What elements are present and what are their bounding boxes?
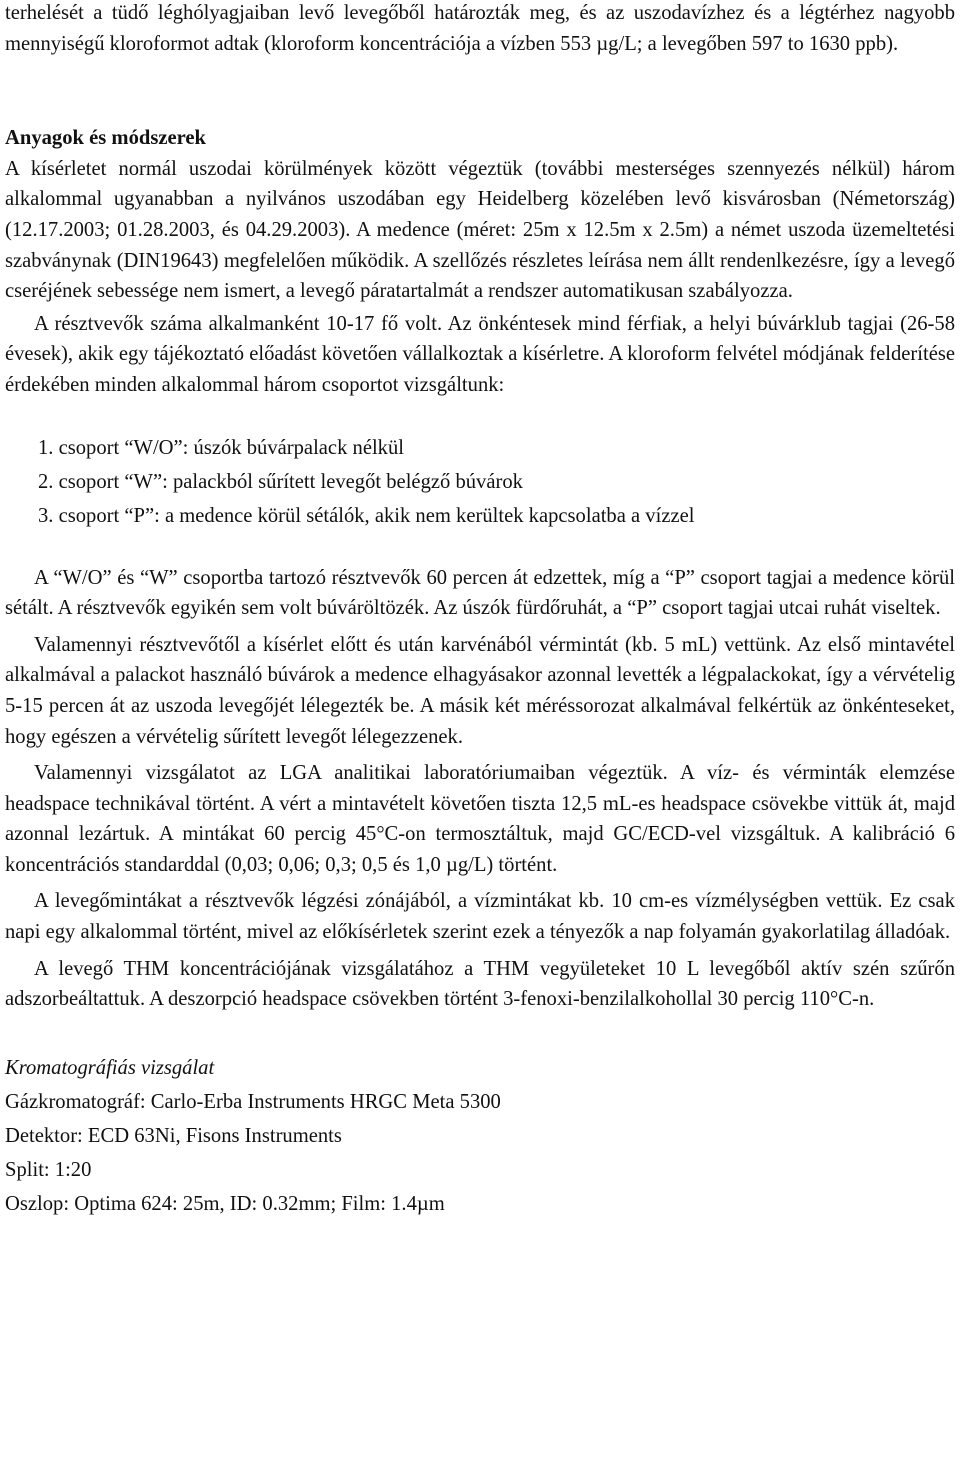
list-item: 2. csoport “W”: palackból sűrített levegőt belégző búvárok (38, 470, 523, 493)
section-title: Anyagok és módszerek (5, 127, 206, 150)
subsection-title: Kromatográfiás vizsgálat (5, 1056, 215, 1079)
intro-paragraph: terhelését a tüdő léghólyagjaiban levő levegőből határozták meg, és az uszodavízhez és a légtérhez nagyobb mennyiségű kloroformot adtak (kloroform koncentrációja a vízben 553 µg/L; a levegőben 597 to 1630 ppb). (5, 2, 955, 55)
list-item: 1. csoport “W/O”: úszók búvárpalack nélkül (38, 436, 404, 459)
paragraph-participants: A résztvevők száma alkalmanként 10-17 fő volt. Az önkéntesek mind férfiak, a helyi búvárklub tagjai (26-58 évesek), akik egy tájékoztató előadást követően vállalkoztak a kísérletre. A kloroform felvétel módjának felderítése érdekében minden alkalommal három csoportot vizsgáltunk: (5, 312, 955, 396)
paragraph-air-water-sampling: A levegőmintákat a résztvevők légzési zónájából, a vízmintákat kb. 10 cm-es vízmélységben vettük. Ez csak napi egy alkalommal történt, mivel az előkísérletek szerint ezek a tényezők a nap folyamán gyakorlatilag álladóak. (5, 890, 955, 944)
chromatography-section (5, 1053, 955, 1223)
group-list (5, 433, 955, 535)
list-item: 3. csoport “P”: a medence körül sétálók, akik nem kerültek kapcsolatba a vízzel (38, 504, 695, 527)
spec-line: Detektor: ECD 63Ni, Fisons Instruments (5, 1124, 342, 1147)
paragraph-groups: A “W/O” és “W” csoportba tartozó résztvevők 60 percen át edzettek, míg a “P” csoport tagjai a medence körül sétált. A résztvevők egyikén sem volt búváröltözék. Az úszók fürdőruhát, a “P” csoport tagjai utcai ruhát viseltek. (5, 566, 955, 620)
spec-line: Split: 1:20 (5, 1158, 92, 1181)
paragraph-blood-sampling: Valamennyi résztvevőtől a kísérlet előtt és után karvénából vérmintát (kb. 5 mL) vettünk. Az első mintavétel alkalmával a palackot használó búvárok a medence elhagyásakor azonnal levették a légpalackokat, így a vérvételig 5-15 percen át az uszoda levegőjét lélegezték be. A másik két méréssorozat alkalmával felkértük az önkénteseket, hogy egészen a vérvételig sűrített levegőt lélegezzenek. (5, 633, 955, 748)
paragraph-methods: A kísérletet normál uszodai körülmények között végeztük (további mesterséges szennyezés nélkül) három alkalommal ugyanabban a nyilvános uszodában egy Heidelberg közelében levő kisvárosban (Németország) (12.17.2003; 01.28.2003, és 04.29.2003). A medence (méret: 25m x 12.5m x 2.5m) a német uszoda üzemeltetési szabványnak (DIN19643) megfelelően működik. A szellőzés részletes leírása nem állt rendenlkezésre, így a levegő cseréjének sebessége nem ismert, a levegő páratartalmát a rendszer automatikusan szabályozza. (5, 157, 955, 303)
spec-line: Oszlop: Optima 624: 25m, ID: 0.32mm; Film: 1.4µm (5, 1192, 445, 1215)
paragraph-analysis: Valamennyi vizsgálatot az LGA analitikai laboratóriumaiban végeztük. A víz- és vérminták elemzése headspace technikával történt. A vért a mintavételt követően tiszta 12,5 mL-es headspace csövekbe vittük át, majd azonnal lezártuk. A mintákat 60 percig 45°C-on termosztáltuk, majd GC/ECD-vel vizsgáltuk. A kalibráció 6 koncentrációs standarddal (0,03; 0,06; 0,3; 0,5 és 1,0 µg/L) történt. (5, 762, 955, 876)
spec-line: Gázkromatográf: Carlo-Erba Instruments HRGC Meta 5300 (5, 1090, 501, 1113)
document-page (5, 0, 955, 1223)
paragraph-thm-air: A levegő THM koncentrációjának vizsgálatához a THM vegyületeket 10 L levegőből aktív szén szűrőn adszorbeáltattuk. A deszorpció headspace csövekben történt 3-fenoxi-benzilalkohollal 30 percig 110°C-n. (5, 957, 955, 1011)
